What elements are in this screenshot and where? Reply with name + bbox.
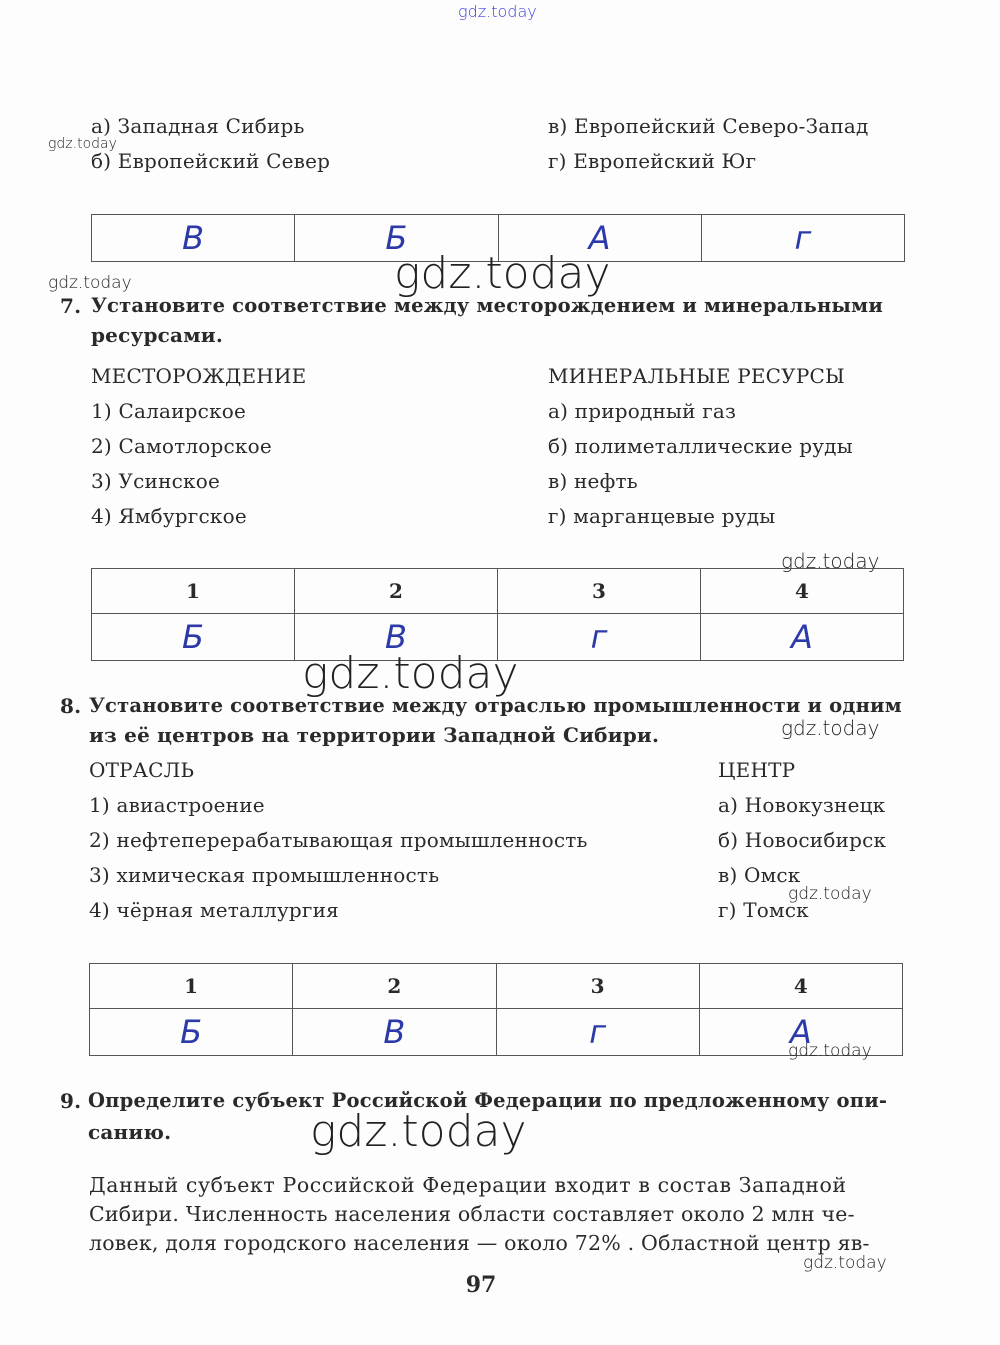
watermark: gdz.today xyxy=(394,248,611,299)
column-header: ОТРАСЛЬ xyxy=(89,758,195,782)
question-prompt: Установите соответствие между месторождением и минеральными xyxy=(91,294,883,317)
page-number: 97 xyxy=(465,1272,497,1298)
watermark: gdz.today xyxy=(788,884,872,904)
list-item: в) нефть xyxy=(548,469,638,493)
list-item: в) Омск xyxy=(718,863,801,887)
list-item: б) Новосибирск xyxy=(718,828,887,852)
watermark: gdz.today xyxy=(803,1253,887,1273)
question-prompt: Определите субъект Российской Федерации по предложенному опи- xyxy=(88,1089,888,1112)
answer-cell: г xyxy=(498,614,701,661)
list-item: а) природный газ xyxy=(548,399,737,423)
question-number: 8. xyxy=(60,694,82,718)
answer-table-q8 xyxy=(89,963,903,1056)
table-header: 1 xyxy=(92,569,295,614)
list-item: б) полиметаллические руды xyxy=(548,434,853,458)
table-header: 1 xyxy=(90,964,293,1009)
list-item: 4) чёрная металлургия xyxy=(89,898,339,922)
table-header: 2 xyxy=(295,569,498,614)
option: б) Европейский Север xyxy=(91,149,331,173)
option: г) Европейский Юг xyxy=(548,149,757,173)
watermark: gdz.today xyxy=(788,1041,872,1061)
table-header: 4 xyxy=(699,964,902,1009)
watermark: gdz.today xyxy=(458,2,537,21)
answer-cell: А xyxy=(699,1009,902,1056)
watermark: gdz.today xyxy=(781,716,880,740)
column-header: МЕСТОРОЖДЕНИЕ xyxy=(91,364,307,388)
list-item: 2) нефтеперерабатывающая промышленность xyxy=(89,828,588,852)
answer-cell: г xyxy=(701,215,904,262)
watermark: gdz.today xyxy=(48,136,117,152)
question-number: 9. xyxy=(60,1089,82,1113)
body-text-line: Данный субъект Российской Федерации входит в состав Западной xyxy=(89,1173,847,1197)
watermark: gdz.today xyxy=(302,648,519,699)
question-prompt: из её центров на территории Западной Сибири. xyxy=(89,723,660,747)
answer-cell: А xyxy=(498,215,701,262)
answer-cell: Б xyxy=(295,215,498,262)
answer-cell: Б xyxy=(92,614,295,661)
list-item: 1) авиастроение xyxy=(89,793,265,817)
list-item: 3) химическая промышленность xyxy=(89,863,440,887)
question-number: 7. xyxy=(60,294,82,318)
watermark: gdz.today xyxy=(310,1106,527,1157)
list-item: г) марганцевые руды xyxy=(548,504,776,528)
answer-cell: А xyxy=(701,614,904,661)
option: а) Западная Сибирь xyxy=(91,114,305,138)
watermark: gdz.today xyxy=(48,273,132,293)
body-text-line: Сибири. Численность населения области составляет около 2 млн че- xyxy=(89,1202,855,1226)
answer-cell: В xyxy=(92,215,295,262)
question-prompt: Установите соответствие между отраслью промышленности и одним xyxy=(89,694,902,717)
question-prompt: ресурсами. xyxy=(91,323,223,347)
question-prompt: санию. xyxy=(88,1120,172,1144)
answer-cell: Б xyxy=(90,1009,293,1056)
table-header: 3 xyxy=(496,964,699,1009)
table-header: 3 xyxy=(498,569,701,614)
table-header: 4 xyxy=(701,569,904,614)
list-item: 3) Усинское xyxy=(91,469,220,493)
list-item: 4) Ямбургское xyxy=(91,504,247,528)
list-item: г) Томск xyxy=(718,898,809,922)
answer-cell: В xyxy=(295,614,498,661)
watermark: gdz.today xyxy=(781,549,880,573)
body-text-line: ловек, доля городского населения — около 72% . Областной центр яв- xyxy=(89,1231,870,1255)
column-header: МИНЕРАЛЬНЫЕ РЕСУРСЫ xyxy=(548,364,845,388)
list-item: а) Новокузнецк xyxy=(718,793,886,817)
answer-cell: В xyxy=(293,1009,496,1056)
column-header: ЦЕНТР xyxy=(718,758,796,782)
option: в) Европейский Северо-Запад xyxy=(548,114,869,138)
answer-cell: г xyxy=(496,1009,699,1056)
list-item: 1) Салаирское xyxy=(91,399,247,423)
list-item: 2) Самотлорское xyxy=(91,434,272,458)
table-header: 2 xyxy=(293,964,496,1009)
